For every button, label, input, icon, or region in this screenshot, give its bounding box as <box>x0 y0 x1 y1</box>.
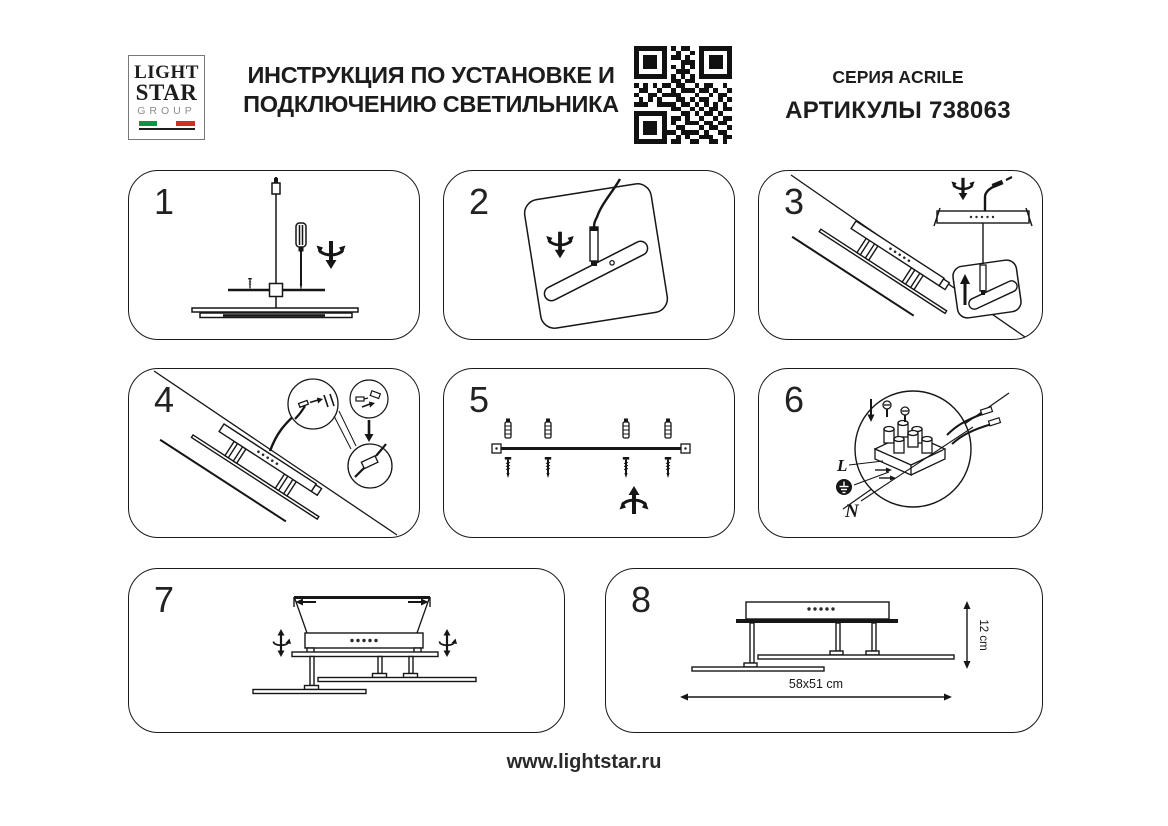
screw-icon <box>665 457 671 478</box>
title-line-2: ПОДКЛЮЧЕНИЮ СВЕТИЛЬНИКА <box>243 91 619 117</box>
height-dimension <box>964 601 990 669</box>
connector-zoom-b <box>350 380 388 418</box>
ground-symbol-icon <box>836 479 852 495</box>
wall-plug-icon <box>505 419 511 439</box>
flag-red <box>176 121 195 126</box>
flag-green <box>139 121 158 126</box>
italian-flag-stripe <box>139 121 195 126</box>
step-5-diagram <box>444 369 736 539</box>
height-dimension-label: 12 cm <box>977 619 989 651</box>
step-1-diagram <box>129 171 421 341</box>
connector-zoom-a <box>288 379 338 429</box>
flag-white <box>157 121 176 126</box>
step-number: 3 <box>784 181 805 222</box>
screw-icon <box>248 278 252 290</box>
step-5-panel <box>443 368 735 538</box>
screw-icon <box>505 457 511 478</box>
wall-plug-icon <box>545 419 551 439</box>
step-4-diagram <box>129 369 421 539</box>
label-l: L <box>837 456 848 475</box>
step-number: 6 <box>784 379 805 420</box>
step-8-diagram <box>606 569 1044 734</box>
logo-group: GROUP <box>137 105 196 117</box>
fixture-body <box>792 196 961 329</box>
insert-arrow <box>365 420 374 442</box>
turn-adjust-icon <box>274 629 292 657</box>
series-name: СЕРИЯ ACRILE <box>832 67 964 87</box>
step-7-diagram <box>129 569 566 734</box>
step-3-diagram <box>759 171 1044 341</box>
step-7-panel <box>128 568 565 733</box>
step-2-diagram <box>444 171 736 341</box>
step-3-panel <box>758 170 1043 340</box>
label-n: N <box>845 501 859 522</box>
step-number: 7 <box>154 579 175 620</box>
logo-light: LIGHT <box>134 62 199 83</box>
qr-code <box>634 46 732 144</box>
flag-underline <box>139 128 195 130</box>
step-number: 4 <box>154 379 175 420</box>
screw-icon <box>545 457 551 478</box>
step-4-panel <box>128 368 420 538</box>
zoom-leader-line <box>334 416 351 449</box>
fixture-body <box>692 602 954 671</box>
threaded-post <box>980 265 986 295</box>
press-turn-icon <box>951 178 974 200</box>
width-dimension-label: 58x51 cm <box>788 677 844 691</box>
step-1-panel <box>128 170 420 340</box>
wall-plug-icon <box>623 419 629 439</box>
screw-icon <box>623 457 629 478</box>
step-2-panel <box>443 170 735 340</box>
mount-bar <box>492 444 690 453</box>
mount-bar-top <box>294 597 430 607</box>
step-number: 5 <box>469 379 490 420</box>
connector-zoom-c <box>348 444 392 488</box>
article-number: АРТИКУЛЫ 738063 <box>785 97 1011 124</box>
step-number: 1 <box>154 181 175 222</box>
power-wire <box>985 185 997 211</box>
page-title <box>230 61 632 119</box>
wall-plug-icon <box>665 419 671 439</box>
zoom-leader-line <box>339 411 356 446</box>
series-block <box>766 67 1030 125</box>
threaded-post <box>590 227 598 266</box>
logo-star: STAR <box>135 80 198 105</box>
width-dimension <box>680 677 952 701</box>
wire-tip <box>1006 177 1012 180</box>
wire-terminal <box>992 180 1004 188</box>
lightstar-logo <box>128 55 205 140</box>
turn-adjust-icon <box>440 629 458 657</box>
title-line-1: ИНСТРУКЦИЯ ПО УСТАНОВКЕ И <box>247 62 615 88</box>
step-6-panel <box>758 368 1043 538</box>
step-8-panel <box>605 568 1043 733</box>
step-number: 2 <box>469 181 490 222</box>
website-url: www.lightstar.ru <box>506 751 662 773</box>
screwdriver-icon <box>296 223 306 291</box>
step-number: 8 <box>631 579 652 620</box>
press-turn-icon <box>317 241 346 269</box>
step-6-diagram <box>759 369 1044 539</box>
turn-up-icon <box>620 486 649 514</box>
